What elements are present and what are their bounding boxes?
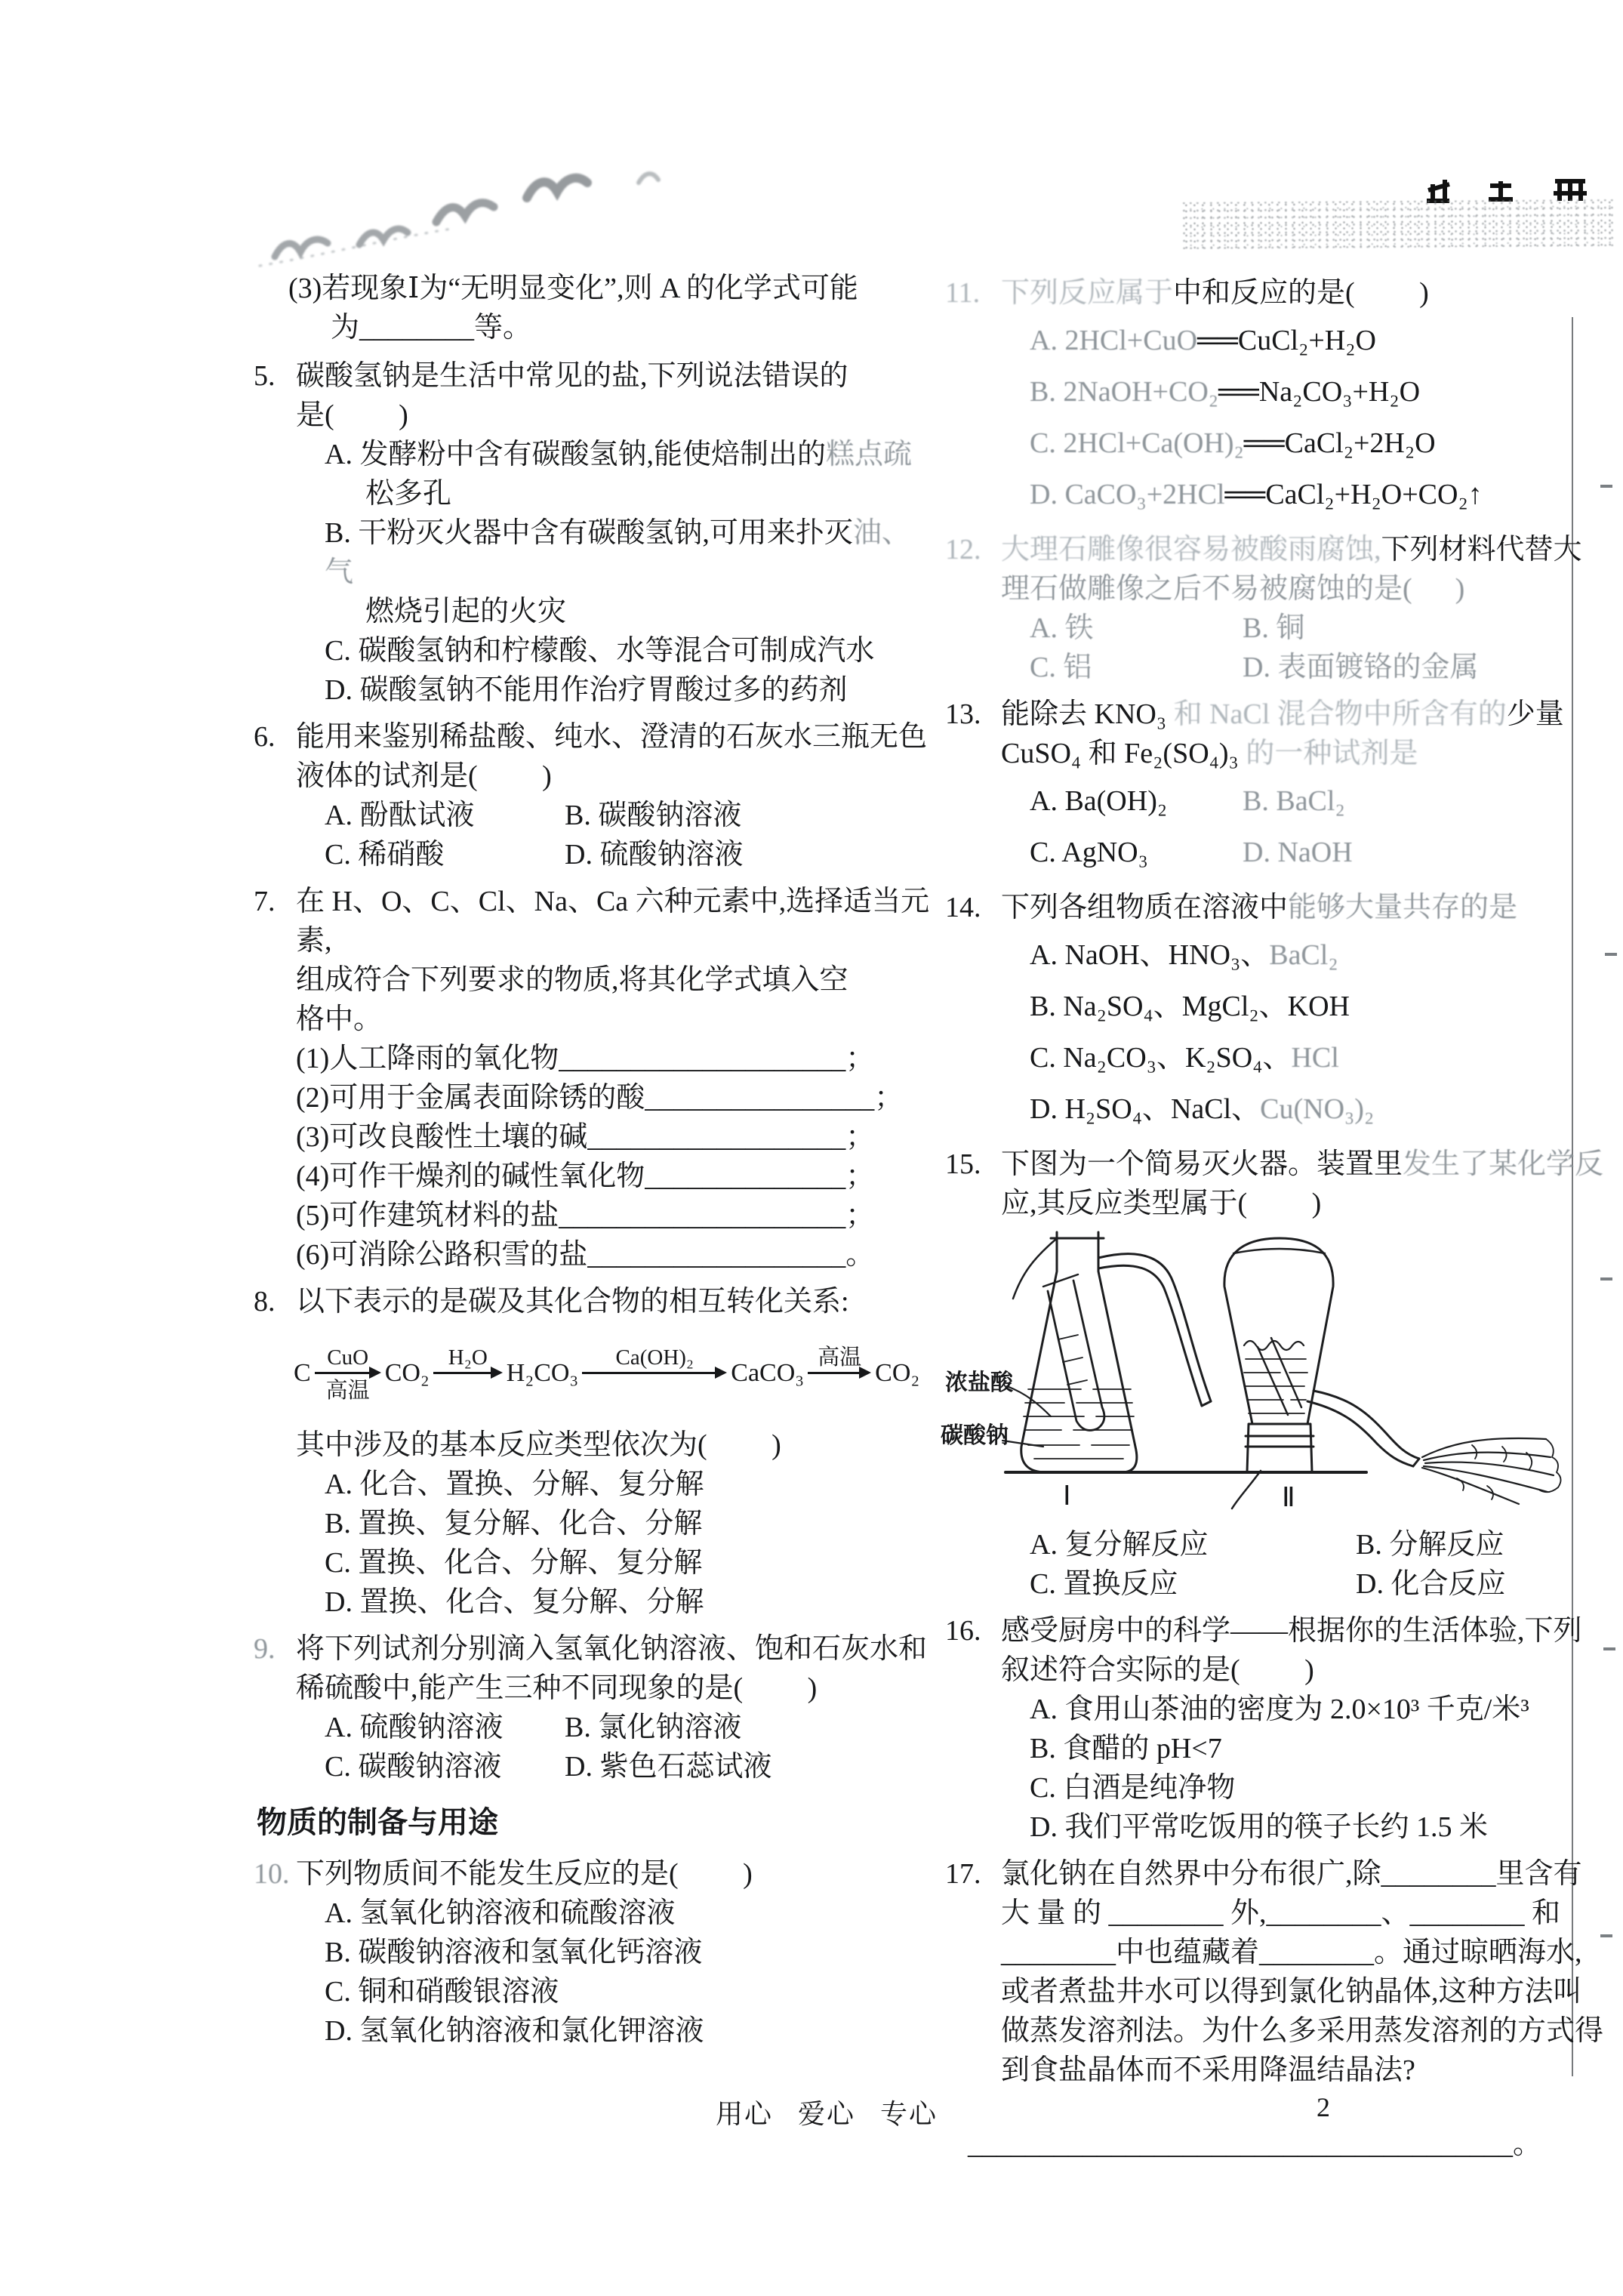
diagram-label-soda: 碳酸钠 bbox=[941, 1423, 1009, 1448]
option-c: C. 白酒是纯净物 bbox=[1030, 1772, 1236, 1804]
species: CO₂ bbox=[384, 1359, 430, 1387]
option-a: A. 酚酞试液 bbox=[325, 800, 475, 831]
option-c: C. 置换、化合、分解、复分解 bbox=[325, 1547, 703, 1579]
diagram-label-flask-2: Ⅱ bbox=[1282, 1482, 1295, 1512]
text-segment-faded: C. 2HCl+Ca(OH)₂ bbox=[1030, 427, 1244, 459]
text-segment: 下列各组物质在溶液中 bbox=[1001, 892, 1289, 923]
reaction-arrow bbox=[313, 1323, 383, 1424]
stem-line bbox=[1001, 888, 1614, 927]
species: C bbox=[294, 1359, 311, 1387]
text-segment: 下图为一个简易灭火器。装置里 bbox=[1001, 1148, 1403, 1180]
question-number: 12. bbox=[945, 534, 981, 566]
text-segment-faded: 能够大量共存的是 bbox=[1288, 892, 1518, 923]
text-segment-faded: Cu(NO₃)₂ bbox=[1260, 1093, 1375, 1125]
text-segment-faded: HCl bbox=[1291, 1042, 1339, 1074]
stem-line: (3)若现象Ⅰ为“无明显变化”,则 A 的化学式可能 bbox=[288, 273, 858, 304]
stem-line: 感受厨房中的科学——根据你的生活体验,下列 bbox=[1001, 1615, 1582, 1647]
option-a: A. 氢氧化钠溶液和硫酸溶液 bbox=[325, 1897, 676, 1929]
question-5 bbox=[254, 356, 933, 710]
text-segment-faded: BaCl₂ bbox=[1269, 939, 1338, 971]
reaction-chain-equation bbox=[291, 1323, 933, 1424]
option-a: A. Ba(OH)₂ bbox=[1030, 785, 1168, 817]
stem-line: 以下表示的是碳及其化合物的相互转化关系: bbox=[296, 1286, 849, 1318]
fill-blank-line: (4)可作干燥剂的碱性氧化物______________； bbox=[296, 1160, 875, 1192]
option-a bbox=[1001, 932, 1614, 978]
text-segment-faded: 下列反应属于 bbox=[1001, 277, 1174, 309]
arrow-icon bbox=[433, 1372, 492, 1374]
text-segment: D. H₂SO₄、NaCl、 bbox=[1030, 1093, 1261, 1125]
option-d: D. 硫酸钠溶液 bbox=[565, 839, 744, 871]
stem-line: 叙述符合实际的是( ) bbox=[1001, 1654, 1314, 1686]
stem-line: 能用来鉴别稀盐酸、纯水、澄清的石灰水三瓶无色 bbox=[296, 721, 928, 753]
option-a bbox=[296, 435, 933, 474]
stem-line: 下列物质间不能发生反应的是( ) bbox=[296, 1858, 753, 1890]
option-row bbox=[1001, 1525, 1614, 1564]
option-row bbox=[1001, 829, 1614, 876]
reaction-arrow bbox=[806, 1323, 873, 1424]
reaction-arrow bbox=[432, 1323, 504, 1424]
question-number: 10. bbox=[254, 1858, 290, 1890]
question-number: 7. bbox=[254, 886, 276, 917]
option-c bbox=[1001, 1034, 1614, 1081]
question-9 bbox=[254, 1629, 933, 1786]
option-a: A. 食用山茶油的密度为 2.0×10³ 千克/米³ bbox=[1030, 1693, 1529, 1725]
stem-line: 组成符合下列要求的物质,将其化学式填入空 bbox=[296, 964, 848, 996]
option-c: C. 铜和硝酸银溶液 bbox=[325, 1976, 559, 2008]
species: H₂CO₃ bbox=[506, 1359, 579, 1387]
text-segment: ══CaCl₂+H₂O+CO₂↑ bbox=[1224, 479, 1483, 510]
text-segment-faded: 的一种试剂是 bbox=[1246, 738, 1418, 769]
text-segment-faded: 发生了某化学反 bbox=[1403, 1148, 1604, 1180]
option-row bbox=[296, 1708, 933, 1747]
option-d bbox=[1001, 471, 1614, 518]
stem-line bbox=[1001, 1145, 1614, 1184]
species: CO₂ bbox=[875, 1359, 920, 1387]
text-segment: ══CuCl₂+H₂O bbox=[1197, 325, 1376, 356]
option-b: B. 分解反应 bbox=[1356, 1529, 1504, 1561]
option-c: C. 稀硝酸 bbox=[325, 839, 445, 871]
option-row bbox=[1001, 648, 1614, 687]
option-row bbox=[296, 796, 933, 835]
option-a: A. 复分解反应 bbox=[1030, 1529, 1209, 1561]
option-b: B. 碳酸钠溶液和氢氧化钙溶液 bbox=[325, 1937, 703, 1968]
option-a bbox=[1001, 317, 1614, 364]
option-d: D. 化合反应 bbox=[1356, 1568, 1506, 1600]
question-number: 15. bbox=[945, 1148, 981, 1180]
option-d: D. 置换、化合、复分解、分解 bbox=[325, 1586, 704, 1618]
option-d bbox=[1001, 1086, 1614, 1133]
option-b: B. BaCl₂ bbox=[1243, 785, 1345, 817]
question-10 bbox=[254, 1854, 933, 2051]
arrow-label: Ca(OH)₂ bbox=[615, 1345, 694, 1370]
option-c: C. 碳酸钠溶液 bbox=[325, 1751, 502, 1783]
text-segment-faded: 糕点疏 bbox=[825, 439, 912, 470]
arrow-label: 高温 bbox=[325, 1379, 370, 1403]
stem-line: 将下列试剂分别滴入氢氧化钠溶液、饱和石灰水和 bbox=[296, 1633, 928, 1665]
option-b: B. 氯化钠溶液 bbox=[565, 1712, 742, 1743]
stem-line: 稀硫酸中,能产生三种不同现象的是( ) bbox=[296, 1672, 818, 1704]
question-6 bbox=[254, 717, 933, 874]
arrow-icon bbox=[582, 1372, 716, 1374]
text-segment-faded: 大理石雕像很容易被酸雨腐蚀, bbox=[1001, 534, 1381, 566]
question-number: 5. bbox=[254, 360, 276, 392]
footer-motto: 用心 爱心 专心 bbox=[716, 2099, 938, 2129]
question-4-continuation bbox=[264, 269, 933, 347]
question-number: 13. bbox=[945, 698, 981, 730]
stem-line: 液体的试剂是( ) bbox=[296, 760, 552, 792]
arrow-label: CuO bbox=[327, 1345, 369, 1370]
option-b bbox=[296, 513, 933, 592]
stem-line: 到食盐晶体而不采用降温结晶法? bbox=[1001, 2054, 1415, 2086]
option-b: B. Na₂SO₄、MgCl₂、KOH bbox=[1030, 991, 1350, 1022]
question-number: 16. bbox=[945, 1615, 981, 1647]
stem-line: 其中涉及的基本反应类型依次为( ) bbox=[296, 1429, 781, 1461]
option-c: C. 置换反应 bbox=[1030, 1568, 1178, 1600]
stem-line: 做蒸发溶剂法。为什么多采用蒸发溶剂的方式得 bbox=[1001, 2015, 1604, 2047]
option-d: D. 氢氧化钠溶液和氯化钾溶液 bbox=[325, 2015, 704, 2047]
fill-blank-line: (2)可用于金属表面除锈的酸________________； bbox=[296, 1082, 904, 1114]
section-heading: 物质的制备与用途 bbox=[257, 1806, 498, 1839]
text-segment: C. Na₂CO₃、K₂SO₄、 bbox=[1030, 1042, 1292, 1074]
reaction-arrow bbox=[581, 1323, 728, 1424]
fill-blank-line: (6)可消除公路积雪的盐__________________。 bbox=[296, 1239, 875, 1271]
option-b bbox=[1001, 368, 1614, 415]
stem-line bbox=[1001, 695, 1614, 734]
option-c bbox=[1001, 420, 1614, 467]
text-segment: 少量 bbox=[1506, 698, 1564, 730]
text-segment-faded: D. CaCO₃+2HCl bbox=[1030, 479, 1225, 510]
scan-smudge-artifact bbox=[254, 156, 707, 284]
scan-noise-band-artifact bbox=[1182, 199, 1614, 249]
option-d: D. 我们平常吃饭用的筷子长约 1.5 米 bbox=[1030, 1811, 1488, 1843]
stem-line: 在 H、O、C、Cl、Na、Ca 六种元素中,选择适当元素, bbox=[296, 886, 930, 957]
text-segment: 下列材料代替大 bbox=[1381, 534, 1582, 566]
option-a: A. 化合、置换、分解、复分解 bbox=[325, 1469, 704, 1500]
question-number: 11. bbox=[945, 277, 981, 309]
fill-blank-line: ________中也蕴藏着________。通过晾晒海水, bbox=[1001, 1937, 1582, 1968]
option-b: B. 置换、复分解、化合、分解 bbox=[325, 1508, 703, 1539]
question-17 bbox=[945, 1854, 1614, 2164]
fill-blank-line: 氯化钠在自然界中分布很广,除________里含有 bbox=[1001, 1858, 1582, 1890]
stem-line: 格中。 bbox=[296, 1003, 383, 1035]
option-row bbox=[296, 835, 933, 874]
fill-blank-line: 为________等。 bbox=[331, 312, 532, 344]
option-a: A. 铁 bbox=[1030, 612, 1094, 644]
stem-line bbox=[1001, 530, 1614, 569]
arrow-label: H₂O bbox=[448, 1345, 488, 1370]
option-c: C. AgNO₃ bbox=[1030, 837, 1148, 868]
option-row bbox=[296, 1747, 933, 1786]
stem-line: 碳酸氢钠是生活中常见的盐,下列说法错误的 bbox=[296, 360, 848, 392]
text-segment: 能除去 KNO₃ bbox=[1001, 698, 1174, 730]
option-b: B. 碳酸钠溶液 bbox=[565, 800, 742, 831]
question-number: 14. bbox=[945, 892, 981, 923]
option-a: A. 硫酸钠溶液 bbox=[325, 1712, 504, 1743]
diagram-label-flask-1: Ⅰ bbox=[1063, 1481, 1071, 1511]
stem-line: 理石做雕像之后不易被腐蚀的是( ) bbox=[1001, 573, 1465, 605]
right-column bbox=[941, 273, 1614, 2171]
option-row bbox=[1001, 609, 1614, 648]
fill-blank-line: (5)可作建筑材料的盐____________________； bbox=[296, 1200, 875, 1231]
option-b: B. 食醋的 pH<7 bbox=[1030, 1733, 1222, 1764]
species: CaCO₃ bbox=[731, 1359, 805, 1387]
option-c: C. 碳酸氢钠和柠檬酸、水等混合可制成汽水 bbox=[325, 635, 875, 667]
stem-line: 是( ) bbox=[296, 399, 408, 431]
option-row bbox=[1001, 1564, 1614, 1604]
fill-blank-line: (3)可改良酸性土壤的碱__________________； bbox=[296, 1121, 875, 1153]
option-a-continuation: 松多孔 bbox=[365, 478, 452, 510]
fill-blank-line: (1)人工降雨的氧化物____________________； bbox=[296, 1043, 875, 1074]
text-segment: 中和反应的是( ) bbox=[1173, 277, 1429, 309]
stem-line: 应,其反应类型属于( ) bbox=[1001, 1188, 1322, 1219]
option-d: D. 碳酸氢钠不能用作治疗胃酸过多的药剂 bbox=[325, 674, 848, 706]
question-13 bbox=[945, 695, 1614, 880]
text-segment-faded: B. 2NaOH+CO₂ bbox=[1030, 376, 1219, 408]
stem-line: 或者煮盐井水可以得到氯化钠晶体,这种方法叫 bbox=[1001, 1976, 1582, 2008]
option-c: C. 铝 bbox=[1030, 652, 1092, 683]
fill-blank-line: 大 量 的 ________ 外,________、________ 和 bbox=[1001, 1897, 1561, 1929]
text-segment-faded: 油、气 bbox=[325, 517, 910, 588]
arrow-label: 高温 bbox=[818, 1345, 862, 1370]
page-number: 2 bbox=[1317, 2092, 1330, 2122]
text-segment: A. 发酵粉中含有碳酸氢钠,能使焙制出的 bbox=[325, 439, 826, 470]
stem-line bbox=[1001, 273, 1614, 313]
text-segment: ══CaCl₂+2H₂O bbox=[1243, 427, 1436, 459]
question-15 bbox=[941, 1145, 1614, 1604]
option-d: D. 紫色石蕊试液 bbox=[565, 1751, 772, 1783]
answer-blank-line: ______________________________________。 bbox=[968, 2128, 1542, 2160]
fire-extinguisher-diagram bbox=[941, 1226, 1567, 1518]
question-14 bbox=[945, 888, 1614, 1137]
question-number: 8. bbox=[254, 1286, 276, 1318]
text-segment: B. 干粉灭火器中含有碳酸氢钠,可用来扑灭 bbox=[325, 517, 853, 549]
stem-line bbox=[1001, 734, 1614, 773]
text-segment: ══Na₂CO₃+H₂O bbox=[1218, 376, 1421, 408]
arrow-icon bbox=[315, 1372, 371, 1374]
option-row bbox=[1001, 778, 1614, 824]
question-7 bbox=[254, 882, 933, 1274]
question-11 bbox=[945, 273, 1614, 522]
question-number: 6. bbox=[254, 721, 276, 753]
diagram-label-acid: 浓盐酸 bbox=[945, 1370, 1013, 1395]
option-b: B. 铜 bbox=[1243, 612, 1305, 644]
question-number: 9. bbox=[254, 1633, 276, 1665]
left-column bbox=[254, 269, 933, 2058]
text-segment-faded: A. 2HCl+CuO bbox=[1030, 325, 1198, 356]
text-segment-faded: 和 NaCl 混合物中所含有的 bbox=[1173, 698, 1507, 730]
question-16 bbox=[945, 1611, 1614, 1847]
text-segment: CuSO₄ 和 Fe₂(SO₄)₃ bbox=[1001, 738, 1246, 769]
option-d: D. 表面镀铬的金属 bbox=[1243, 652, 1479, 683]
question-8 bbox=[254, 1282, 933, 1622]
option-b-continuation: 燃烧引起的火灾 bbox=[365, 596, 567, 627]
question-12 bbox=[945, 530, 1614, 687]
text-segment: A. NaOH、HNO₃、 bbox=[1030, 939, 1270, 971]
arrow-icon bbox=[808, 1372, 861, 1374]
option-d: D. NaOH bbox=[1243, 837, 1353, 868]
question-number: 17. bbox=[945, 1858, 981, 1890]
